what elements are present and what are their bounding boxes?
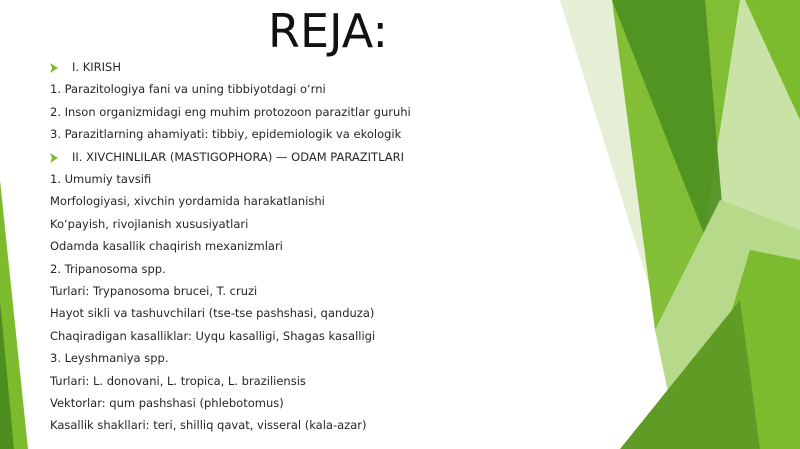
list-item-text: II. XIVCHINLILAR (MASTIGOPHORA) — ODAM PARAZITLARI (72, 149, 404, 164)
list-item (50, 374, 306, 388)
list-item-text: Vektorlar: qum pashshasi (phlebotomus) (50, 396, 284, 410)
list-item (50, 217, 248, 231)
list-item (50, 127, 401, 141)
list-item-text: 1. Umumiy tavsifi (50, 172, 152, 186)
list-item (50, 396, 284, 410)
list-item (50, 105, 411, 119)
list-item-text: 2. Inson organizmidagi eng muhim protozoon parazitlar guruhi (50, 104, 411, 119)
list-item (50, 329, 375, 343)
list-item-text: Chaqiradigan kasalliklar: Uyqu kasalligi, Shagas kasalligi (50, 328, 376, 343)
list-item (50, 172, 151, 186)
list-item-text: Kasallik shakllari: teri, shilliq qavat, visseral (kala-azar) (50, 418, 367, 433)
list-item (50, 239, 283, 253)
list-item-text: 2. Tripanosoma spp. (50, 261, 166, 276)
list-item (50, 60, 121, 74)
list-item-text: Turlari: L. donovani, L. tropica, L. braziliensis (50, 373, 306, 388)
list-item (50, 418, 366, 432)
list-item-text: Turlari: Trypanosoma brucei, T. cruzi (50, 284, 258, 298)
list-item-text: 3. Parazitlarning ahamiyati: tibbiy, epidemiologik va ekologik (50, 127, 402, 142)
list-item (50, 306, 374, 320)
list-item-text: 1. Parazitologiya fani va uning tibbiyotdagi o‘rni (50, 82, 326, 97)
list-item (50, 150, 404, 164)
list-item (50, 351, 168, 365)
list-item-text: I. KIRISH (72, 60, 121, 74)
list-item (50, 82, 326, 96)
list-item (50, 284, 257, 298)
list-item-text: Morfologiyasi, xivchin yordamida harakatlanishi (50, 194, 325, 209)
list-item (50, 194, 325, 208)
slide-title: REJA: (268, 4, 388, 58)
list-item-text: Hayot sikli va tashuvchilari (tse-tse pashshasi, qanduza) (50, 306, 375, 321)
list-item-text: Ko‘payish, rivojlanish xususiyatlari (50, 216, 249, 231)
list-item-text: 3. Leyshmaniya spp. (50, 351, 169, 366)
list-item (50, 262, 166, 276)
list-item-text: Odamda kasallik chaqirish mexanizmlari (50, 239, 283, 254)
